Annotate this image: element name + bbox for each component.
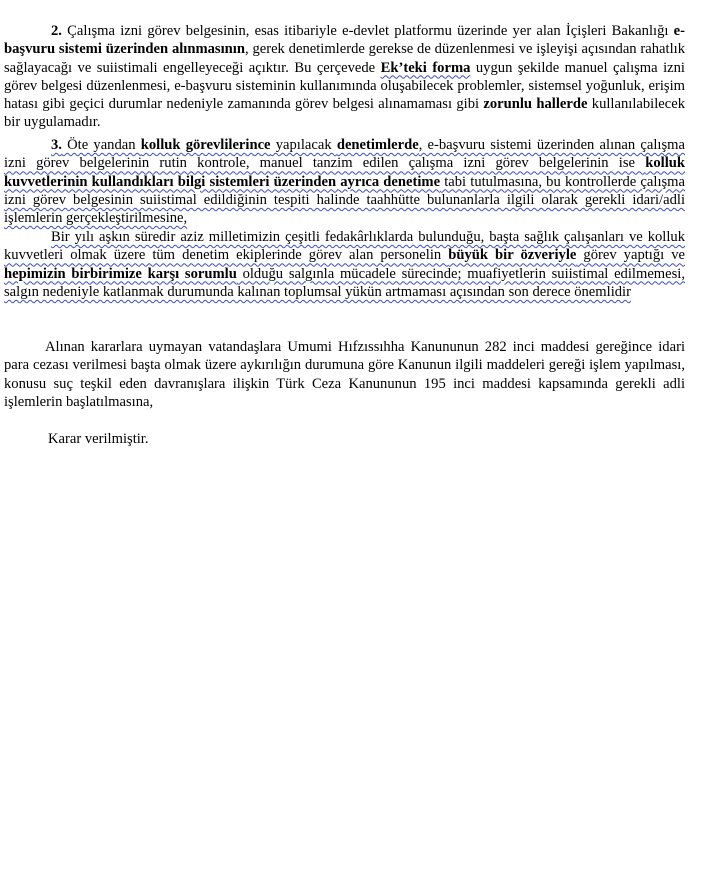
paragraph-pandemic	[4, 228, 685, 301]
bold-phrase: denetimlerde	[336, 137, 419, 153]
closing-line: Karar verilmiştir.	[48, 431, 149, 447]
bold-phrase: zorunlu hallerde	[483, 96, 588, 113]
bold-phrase: kolluk kuvvetlerinin kullandıkları bilgi sistemleri üzerinden ayrıca denetime	[4, 155, 685, 190]
text-run: görev yaptığı ve	[576, 247, 686, 264]
text-run: olduğu salgınla mücadele sürecinde; muafiyetlerin suiistimal edilmemesi, salgın nedeniyle katlanmak durumunda kalınan toplumsal yükün artmaması açısından son derece önemlidir	[4, 265, 686, 300]
bold-phrase: e-başvuru sistemi üzerinden alınmasının	[4, 23, 685, 58]
text-run: uygun şekilde manuel çalışma izni görev belgesi düzenlenmesi, e-başvuru sisteminin kullanımında oluşabilecek problemler, sistemsel yoğunluk, erişim hatası gibi geçici durumlar nedeniyle zamanında görev belgesi alınamaması gibi	[4, 59, 685, 113]
bold-phrase: Ek’teki forma	[380, 59, 471, 76]
text-run: , e-başvuru sistemi üzerinden alınan çalışma izni görev belgelerinin rutin kontrole, manuel tanzim edilen çalışma izni görev belgelerinin ise	[4, 137, 685, 172]
text-run: yapılacak	[270, 137, 337, 153]
bold-phrase: büyük bir özveriyle	[448, 247, 577, 264]
paragraph-3	[4, 136, 685, 227]
text-run: Bir yılı aşkın süredir aziz milletimizin çeşitli fedakârlıklarda bulunduğu, başta sağlık çalışanları ve kolluk kuvvetleri olmak üzere tüm denetim ekiplerinde görev alan personelin	[4, 229, 685, 264]
text-run: , gerek denetimlerde gerekse de düzenlenmesi ve işleyişi açısından rahatlık sağlayacağı ve suiistimali engelleyeceği açıktır. Bu çerçevede	[4, 41, 685, 76]
paragraph-2	[4, 22, 685, 132]
text-run: tabi tutulmasına, bu kontrollerde çalışma izni görev belgesinin suiistimal edildiğinin tespiti halinde taahhütte bulunanlarla ilgili olarak gerekli idari/adli işlemlerin gerçekleştirilmesine,	[4, 173, 686, 227]
text-run: Öte yandan	[61, 137, 141, 153]
bold-phrase: kolluk görevlilerince	[140, 137, 271, 153]
item-number: 3.	[51, 137, 62, 153]
paragraph-penalties: Alınan kararlara uymayan vatandaşlara Umumi Hıfzıssıhha Kanununun 282 inci maddesi gereğince idari para cezası verilmesi başta olmak üzere aykırılığın durumuna göre Kanunun ilgili maddeleri gereği işlem yapılması, konusu suç teşkil eden davranışlara ilişkin Türk Ceza Kanununun 195 inci maddesi kapsamında gerekli adli işlemlerin başlatılmasına,	[4, 339, 685, 410]
bold-phrase: hepimizin birbirimize karşı sorumlu	[4, 265, 237, 282]
text-run: Çalışma izni görev belgesinin, esas itibariyle e-devlet platformu üzerinde yer alan İçişleri Bakanlığı	[61, 23, 674, 39]
text-run: kullanılabilecek bir uygulamadır.	[4, 96, 685, 131]
item-number: 2.	[51, 23, 62, 39]
